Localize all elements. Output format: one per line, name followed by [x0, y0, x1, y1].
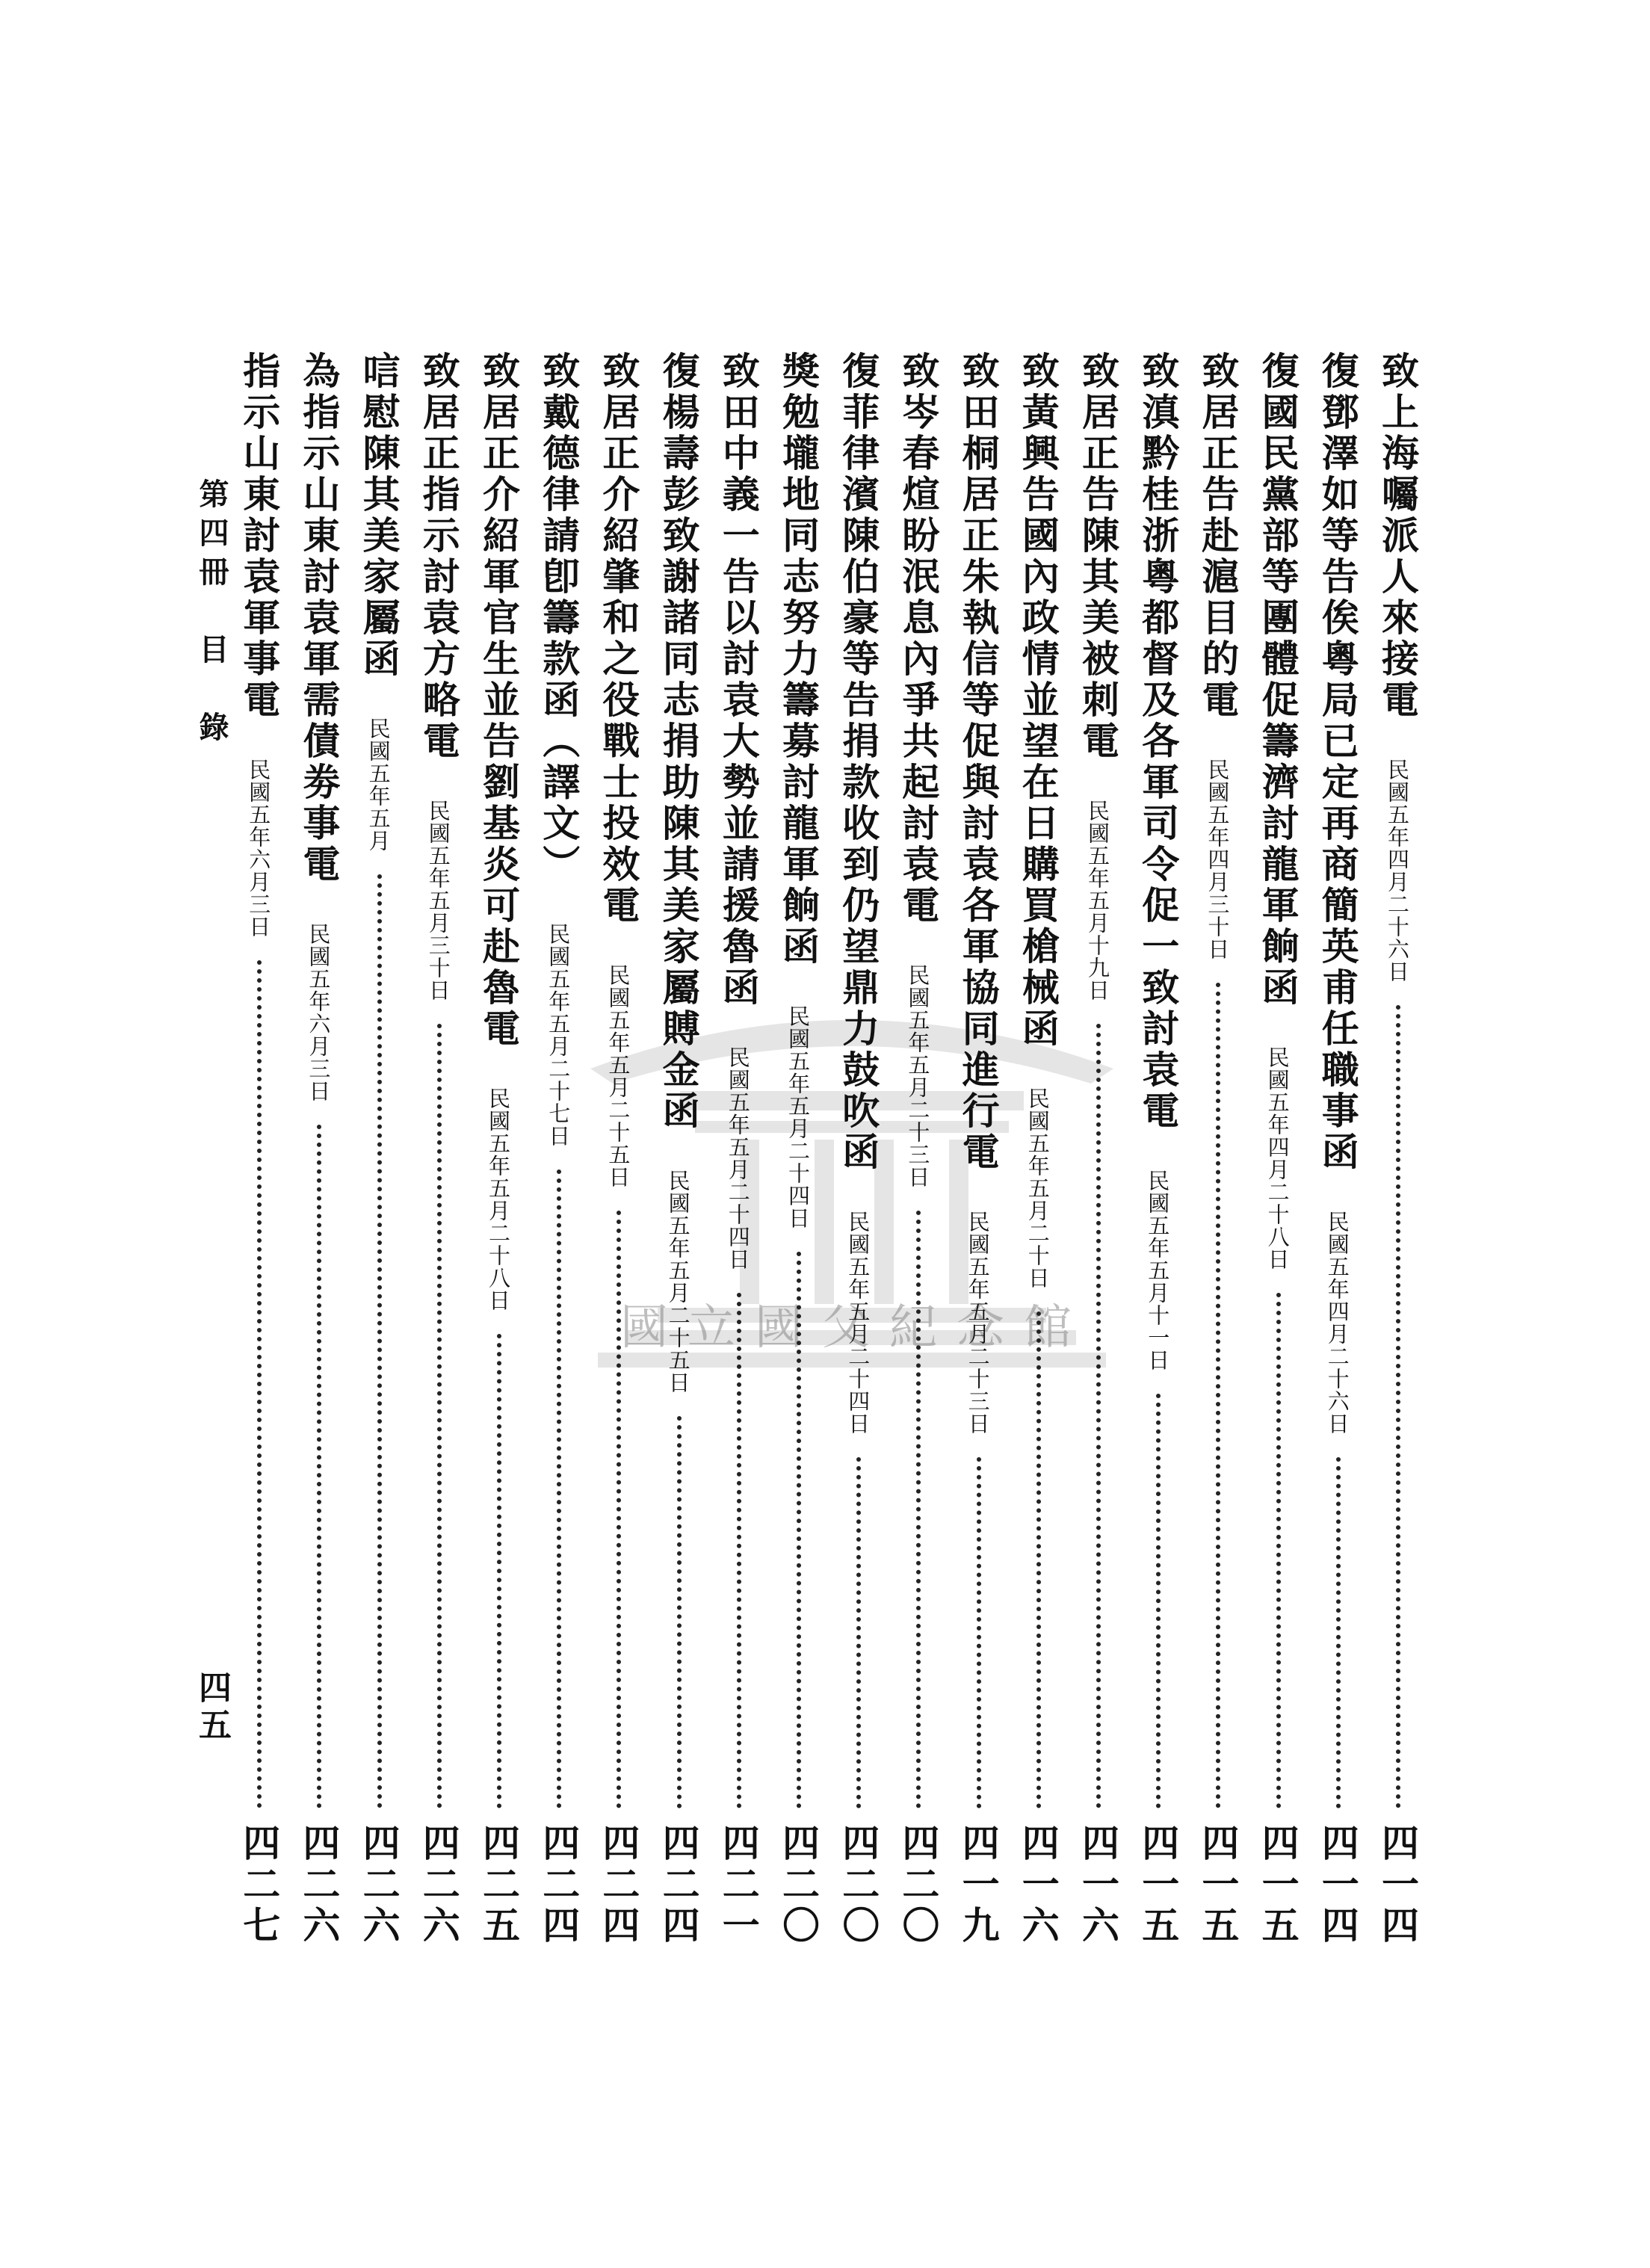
toc-entry[interactable] [1369, 351, 1426, 1988]
entry-title: 指示山東討袁軍事電 [237, 351, 282, 721]
toc-entry[interactable] [290, 351, 347, 1988]
leader-dots [797, 1252, 801, 1808]
leader-dots [856, 1457, 861, 1808]
entry-page-number: 四二六 [356, 1823, 401, 1947]
entry-date: 民國五年五月二十五日 [665, 1169, 691, 1394]
entry-date: 民國五年五月二十五日 [605, 964, 631, 1188]
toc-entry[interactable] [1069, 351, 1126, 1988]
watermark-text: 國立國父紀念館 [620, 1300, 1091, 1356]
entry-title: 致岑春煊盼泯息內爭共起討袁電 [896, 351, 941, 927]
entry-page-number: 四二五 [477, 1823, 521, 1947]
leader-dots [916, 1211, 921, 1808]
entry-page-number: 四二〇 [776, 1823, 821, 1947]
entry-date: 民國五年五月二十八日 [486, 1087, 511, 1311]
entry-date: 民國五年五月二十四日 [785, 1005, 811, 1229]
entry-title: 致滇黔桂浙粵都督及各軍司令促一致討袁電 [1136, 351, 1181, 1132]
entry-title: 致居正介紹軍官生並告劉基炎可赴魯電 [477, 351, 521, 1050]
toc-entry[interactable] [829, 351, 886, 1988]
leader-dots [1276, 1293, 1281, 1808]
entry-page-number: 四二一 [716, 1823, 761, 1947]
entry-date: 民國五年四月三十日 [1205, 758, 1231, 960]
toc-entry[interactable] [230, 351, 287, 1988]
toc-entry[interactable] [350, 351, 407, 1988]
toc-entry[interactable] [470, 351, 527, 1988]
toc-entry[interactable] [1249, 351, 1306, 1988]
toc-entry[interactable] [590, 351, 646, 1988]
entry-title: 獎勉壠地同志努力籌募討龍軍餉函 [776, 351, 821, 968]
toc-entry[interactable] [1129, 351, 1186, 1988]
entry-date: 民國五年五月二十三日 [905, 964, 931, 1188]
entry-date: 民國五年四月二十六日 [1324, 1211, 1350, 1435]
entry-date: 民國五年五月二十日 [1025, 1087, 1051, 1289]
entry-title: 復楊壽彭致謝諸同志捐助陳其美家屬賻金函 [656, 351, 701, 1132]
leader-dots [1156, 1394, 1161, 1808]
entry-page-number: 四一五 [1136, 1823, 1181, 1947]
entry-title: 致居正指示討袁方略電 [416, 351, 461, 762]
toc-entry[interactable] [710, 351, 767, 1988]
entry-title: 為指示山東討袁軍需債劵事電 [297, 351, 342, 886]
leader-dots [1396, 1005, 1400, 1808]
entry-title: 致黃興告國內政情並望在日購買槍械函 [1016, 351, 1060, 1050]
entry-title: 致田桐居正朱執信等促與討袁各軍協同進行電 [956, 351, 1001, 1173]
entry-page-number: 四一四 [1376, 1823, 1420, 1947]
entry-title: 唁慰陳其美家屬函 [356, 351, 401, 680]
entry-title: 復菲律濱陳伯豪等告捐款收到仍望鼎力鼓吹函 [836, 351, 881, 1173]
page-number: 四五 [193, 1670, 231, 1745]
entry-date: 民國五年五月二十七日 [546, 923, 572, 1147]
entry-date: 民國五年五月三十日 [425, 800, 451, 1001]
entry-title: 致戴德律請卽籌款函（譯文） [537, 351, 581, 886]
toc-entry[interactable] [1010, 351, 1066, 1988]
toc-entry[interactable] [650, 351, 707, 1988]
entry-page-number: 四一五 [1255, 1823, 1300, 1947]
leader-dots [1336, 1457, 1341, 1808]
entry-page-number: 四二七 [237, 1823, 282, 1947]
toc-entry[interactable] [770, 351, 826, 1988]
leader-dots [677, 1416, 682, 1808]
entry-date: 民國五年五月二十三日 [965, 1211, 991, 1435]
entry-title: 致居正告赴滬目的電 [1196, 351, 1240, 721]
entry-title: 復國民黨部等團體促籌濟討龍軍餉函 [1255, 351, 1300, 1009]
entry-date: 民國五年五月 [365, 717, 392, 852]
entry-page-number: 四一九 [956, 1823, 1001, 1947]
toc-entry[interactable] [1309, 351, 1366, 1988]
entry-title: 致上海囑派人來接電 [1376, 351, 1420, 721]
entry-page-number: 四二四 [537, 1823, 581, 1947]
entry-page-number: 四一四 [1315, 1823, 1360, 1947]
entry-date: 民國五年四月二十八日 [1264, 1046, 1291, 1270]
leader-dots [1096, 1024, 1101, 1808]
entry-date: 民國五年四月二十六日 [1385, 758, 1410, 983]
toc-entry[interactable] [530, 351, 587, 1988]
leader-dots [737, 1293, 741, 1808]
entry-page-number: 四二六 [416, 1823, 461, 1947]
leader-dots [1036, 1311, 1041, 1808]
entry-date: 民國五年五月十一日 [1145, 1169, 1171, 1371]
leader-dots [617, 1211, 621, 1808]
entry-page-number: 四二四 [656, 1823, 701, 1947]
entry-page-number: 四一六 [1016, 1823, 1060, 1947]
toc-entry[interactable] [1189, 351, 1246, 1988]
entry-page-number: 四一六 [1076, 1823, 1120, 1947]
leader-dots [497, 1334, 501, 1808]
leader-dots [557, 1169, 561, 1808]
entry-page-number: 四一五 [1196, 1823, 1240, 1947]
entry-page-number: 四二四 [596, 1823, 641, 1947]
entry-date: 民國五年五月二十四日 [725, 1046, 751, 1270]
leader-dots [977, 1457, 981, 1808]
toc-entry[interactable] [410, 351, 467, 1988]
entry-page-number: 四二〇 [836, 1823, 881, 1947]
entry-title: 致田中義一告以討袁大勢並請援魯函 [716, 351, 761, 1009]
leader-dots [257, 960, 262, 1808]
entry-title: 致居正介紹肇和之役戰士投效電 [596, 351, 641, 927]
entry-page-number: 四二〇 [896, 1823, 941, 1947]
entry-date: 民國五年六月三日 [246, 758, 272, 938]
entry-page-number: 四二六 [297, 1823, 342, 1947]
leader-dots [1216, 983, 1220, 1808]
toc-entry[interactable] [889, 351, 946, 1988]
entry-title: 致居正告陳其美被刺電 [1076, 351, 1120, 762]
entry-date: 民國五年六月三日 [306, 923, 332, 1102]
entry-date: 民國五年五月十九日 [1085, 800, 1110, 1001]
entry-date: 民國五年五月二十四日 [845, 1211, 871, 1435]
running-head: 第四冊 目 錄 [194, 478, 229, 750]
leader-dots [317, 1125, 321, 1808]
entry-title: 復鄧澤如等告俟粵局已定再商簡英甫任職事函 [1315, 351, 1360, 1173]
leader-dots [377, 874, 382, 1808]
leader-dots [437, 1024, 442, 1808]
toc-entry[interactable] [950, 351, 1007, 1988]
